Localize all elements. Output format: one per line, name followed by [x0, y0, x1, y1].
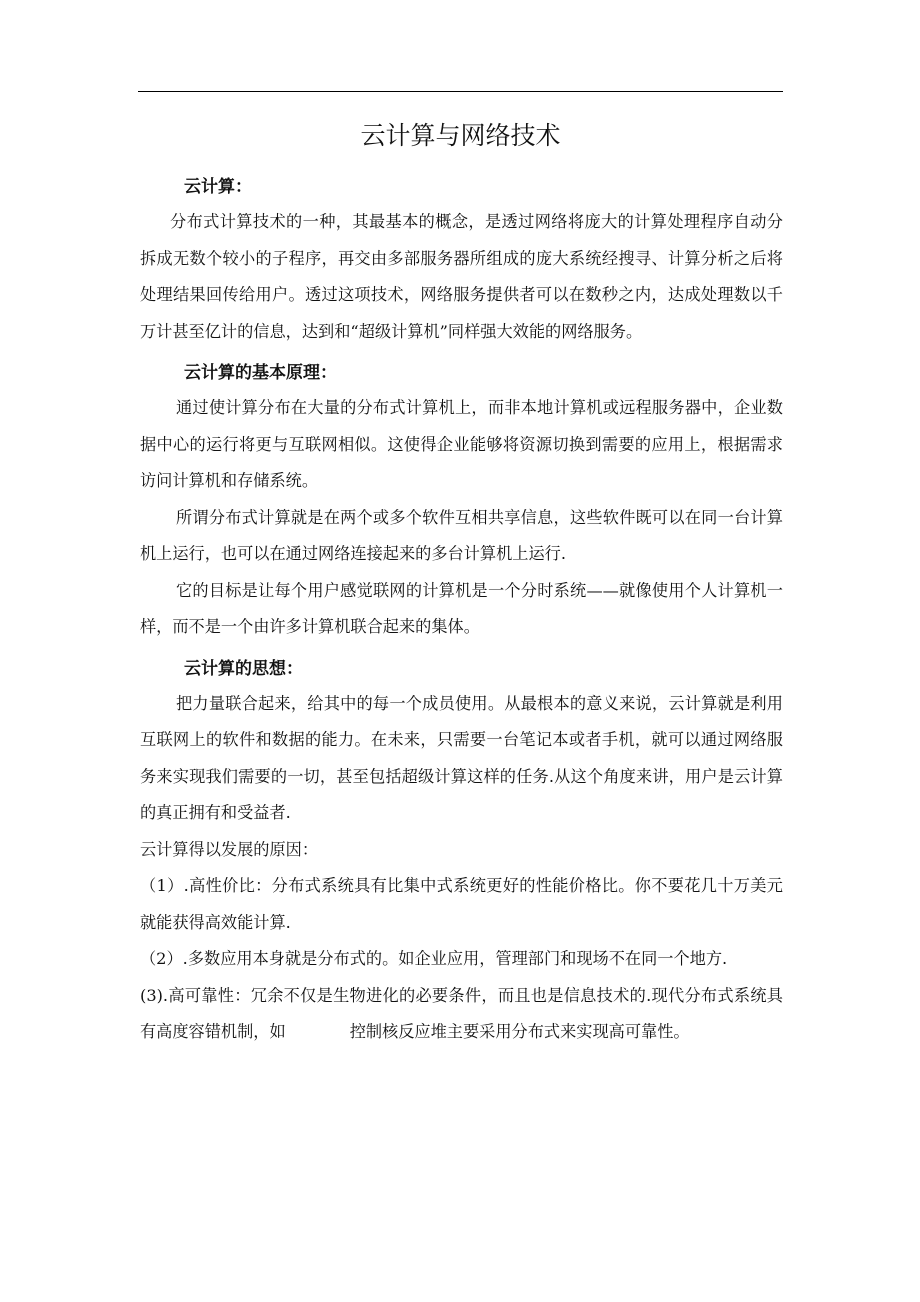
document-body	[140, 170, 783, 1051]
paragraph-idea: 把力量联合起来，给其中的每一个成员使用。从最根本的意义来说，云计算就是利用互联网上的软件和数据的能力。在未来，只需要一台笔记本或者手机，就可以通过网络服务来实现我们需要的一切，甚至包括超级计算这样的任务.从这个角度来讲，用户是云计算的真正拥有和受益者.	[140, 693, 783, 822]
section-heading-cloud-computing: 云计算：	[184, 177, 252, 197]
header-rule	[138, 91, 783, 92]
section-heading-idea: 云计算的思想：	[184, 658, 303, 679]
reason-item-2: （2）.多数应用本身就是分布式的。如企业应用，管理部门和现场不在同一个地方.	[140, 949, 728, 968]
paragraph-principle-2: 所谓分布式计算就是在两个或多个软件互相共享信息，这些软件既可以在同一台计算机上运行，也可以在通过网络连接起来的多台计算机上运行.	[140, 507, 783, 563]
paragraph-definition: 分布式计算技术的一种，其最基本的概念，是透过网络将庞大的计算处理程序自动分拆成无数个较小的子程序，再交由多部服务器所组成的庞大系统经搜寻、计算分析之后将处理结果回传给用户。透过这项技术，网络服务提供者可以在数秒之内，达成处理数以千万计甚至亿计的信息，达到和“超级计算机”同样强大效能的网络服务。	[140, 212, 783, 341]
reason-item-3	[140, 978, 783, 1051]
reasons-label: 云计算得以发展的原因：	[140, 839, 319, 859]
paragraph-principle-3: 它的目标是让每个用户感觉联网的计算机是一个分时系统——就像使用个人计算机一样，而不是一个由许多计算机联合起来的集体。	[140, 580, 783, 636]
section-heading-basic-principle: 云计算的基本原理：	[184, 363, 337, 383]
reason-item-1: （1）.高性价比：分布式系统具有比集中式系统更好的性能价格比。你不要花几十万美元就能获得高效能计算.	[140, 876, 783, 932]
reason-item-3-head: (3).高可靠性：冗余不仅是生物进化的必要条件，而且也是信息技术的.现代分布式系统具有高度容错机制，如	[140, 985, 783, 1041]
reason-item-3-tail: 控制核反应堆主要采用分布式来实现高可靠性。	[349, 1022, 690, 1041]
paragraph-principle-1: 通过使计算分布在大量的分布式计算机上，而非本地计算机或远程服务器中，企业数据中心的运行将更与互联网相似。这使得企业能够将资源切换到需要的应用上，根据需求访问计算机和存储系统。	[140, 398, 783, 490]
document-title: 云计算与网络技术	[360, 121, 561, 150]
